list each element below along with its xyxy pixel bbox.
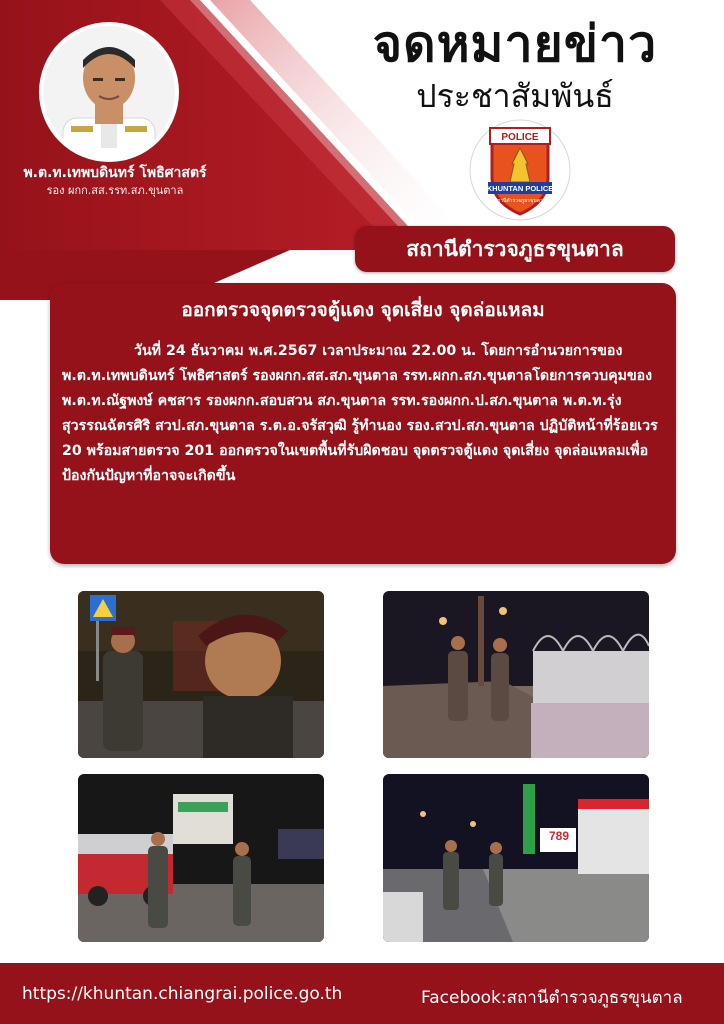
photo-officers-at-red-box-icon [78,591,324,758]
facebook-link[interactable]: Facebook:สถานีตำรวจภูธรขุนตาล [421,988,683,1008]
logo-sub-text: สถานีตำรวจภูธรขุนตาล [494,198,546,204]
photo-officers-on-sidewalk-icon [383,591,649,758]
photo-officers-at-shop-front-icon [383,774,649,942]
newsletter-headline: จดหมายข่าว [372,15,658,73]
article-card [50,283,676,564]
logo-top-text: POLICE [501,132,539,143]
photo-officers-by-pickup-truck-icon [78,774,324,942]
khuntan-police-logo [468,118,572,222]
station-name-banner: สถานีตำรวจภูธรขุนตาล [355,226,675,272]
billboard-label: 789 [549,829,570,843]
article-body: วันที่ 24 ธันวาคม พ.ศ.2567 เวลาประมาณ 22.00 น. โดยการอำนวยการของพ.ต.ท.เทพบดินทร์ โพธิศาสตร์ รองผกก.สส.สภ.ขุนตาล รรท.ผกก.สภ.ขุนตาลโดยการควบคุมของพ.ต.ท.ณัฐพงษ์ คชสาร รองผกก.สอบสวน สภ.ขุนตาล รรท.รองผกก.ป.สภ.ขุนตาล พ.ต.ท.รุ่ง สุวรรณฉัตรศิริ สวป.สภ.ขุนตาล ร.ต.อ.จรัสวุฒิ รู้ทำนอง รอง.สวป.สภ.ขุนตาล ปฏิบัติหน้าที่ร้อยเวร 20 พร้อมสายตรวจ 201 ออกตรวจในเขตพื้นที่รับผิดชอบ จุดตรวจตู้แดง จุดเสี่ยง จุดล่อแหลมเพื่อป้องกันปัญหาที่อาจจะเกิดขึ้น [62,343,658,484]
officer-portrait-icon [43,26,175,158]
photo-officers-on-sidewalk [383,591,649,758]
photo-officers-at-shop-front [383,774,649,942]
police-badge-icon [468,118,572,222]
logo-main-text: KHUNTAN POLICE [486,184,554,193]
footer-bar [0,963,724,1024]
photo-officers-by-pickup-truck [78,774,324,942]
photo-officers-at-red-box [78,591,324,758]
officer-avatar [43,26,175,158]
article-title: ออกตรวจจุดตรวจตู้แดง จุดเสี่ยง จุดล่อแหลม [181,299,545,321]
officer-name: พ.ต.ท.เทพบดินทร์ โพธิศาสตร์ [23,165,207,181]
newsletter-subheadline: ประชาสัมพันธ์ [416,77,614,115]
officer-title: รอง ผกก.สส.รรท.สภ.ขุนตาล [46,184,184,197]
website-link[interactable]: https://khuntan.chiangrai.police.go.th [22,984,343,1004]
